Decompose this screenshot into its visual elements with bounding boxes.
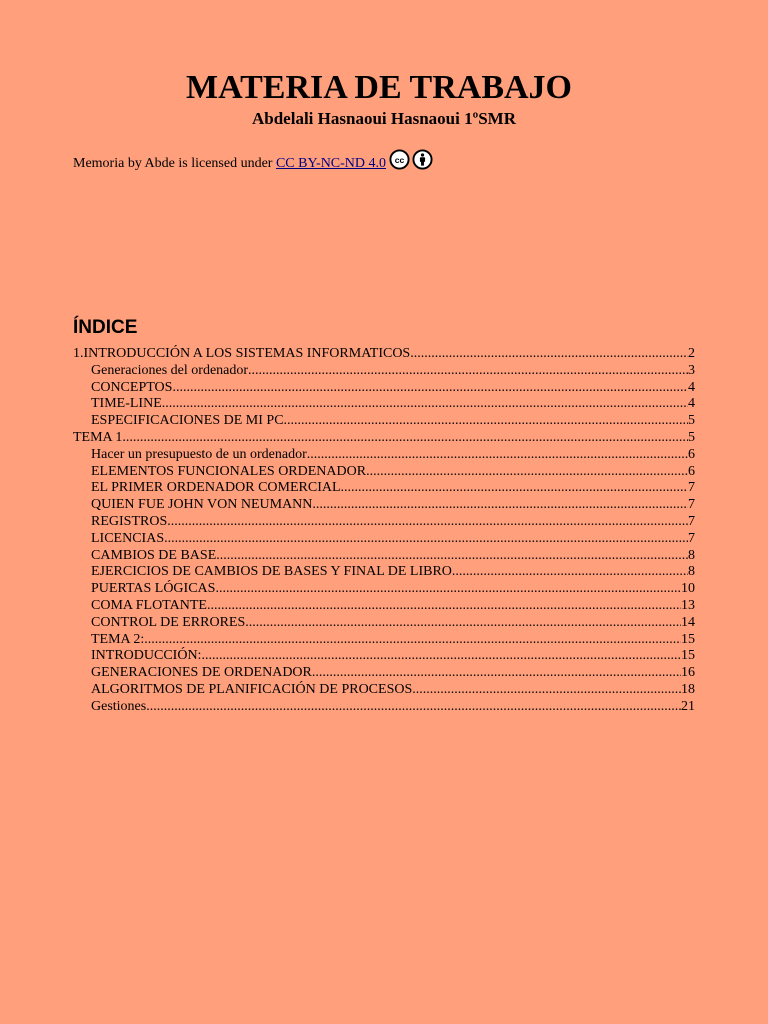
toc-entry-page-number: 7 <box>688 513 695 529</box>
toc-entry[interactable] <box>73 363 695 380</box>
toc-dot-leader <box>410 346 688 363</box>
toc-entry-page-number: 8 <box>688 547 695 563</box>
license-prefix: Memoria by Abde is licensed under <box>73 156 276 171</box>
toc-entry-page-number: 3 <box>688 362 695 378</box>
toc-entry[interactable] <box>73 699 695 716</box>
toc-entry-page-number: 6 <box>688 463 695 479</box>
toc-dot-leader <box>341 480 688 497</box>
license-link[interactable]: CC BY-NC-ND 4.0 <box>275 156 387 171</box>
toc-entry[interactable] <box>73 413 695 430</box>
toc-entry[interactable] <box>73 531 695 548</box>
toc-dot-leader <box>366 464 688 481</box>
toc-dot-leader <box>248 363 688 380</box>
attribution-person-icon <box>412 149 435 170</box>
toc-entry-page-number: 4 <box>688 396 695 412</box>
toc-entry-page-number: 4 <box>688 379 695 395</box>
author-line: Abdelali Hasnaoui Hasnaoui 1ºSMR <box>252 109 516 128</box>
toc-entry-label: TIME-LINE <box>91 396 162 412</box>
toc-entry-label: PUERTAS LÓGICAS <box>91 581 216 597</box>
toc-entry[interactable] <box>73 380 695 397</box>
toc-entry-page-number: 7 <box>688 530 695 546</box>
toc-entry[interactable] <box>73 682 695 699</box>
toc-entry-page-number: 13 <box>681 597 695 613</box>
toc-entry-label: GENERACIONES DE ORDENADOR <box>91 665 312 681</box>
toc-entry-label: CONCEPTOS <box>91 379 173 395</box>
toc-entry-page-number: 7 <box>688 480 695 496</box>
toc-entry-page-number: 10 <box>681 581 695 597</box>
toc-entry-label: 1.INTRODUCCIÓN A LOS SISTEMAS INFORMATICOS <box>73 346 411 361</box>
toc-entry[interactable] <box>73 648 695 665</box>
toc-entry-page-number: 21 <box>681 698 695 714</box>
toc-dot-leader <box>307 447 688 464</box>
toc-entry[interactable] <box>73 665 695 682</box>
toc-entry-label: LICENCIAS <box>91 530 165 546</box>
toc-entry-page-number: 8 <box>688 564 695 580</box>
svg-text:cc: cc <box>394 154 405 165</box>
table-of-contents <box>73 346 695 716</box>
document-title: MATERIA DE TRABAJO <box>185 69 573 106</box>
toc-heading: ÍNDICE <box>73 317 138 338</box>
toc-dot-leader <box>167 514 688 531</box>
toc-entry[interactable] <box>73 615 695 632</box>
toc-dot-leader <box>122 430 688 447</box>
toc-dot-leader <box>172 380 688 397</box>
toc-entry-page-number: 15 <box>681 648 695 664</box>
toc-entry-page-number: 16 <box>681 665 695 681</box>
toc-dot-leader <box>452 564 688 581</box>
toc-entry[interactable] <box>73 581 695 598</box>
toc-entry[interactable] <box>73 632 695 649</box>
toc-dot-leader <box>312 665 681 682</box>
toc-entry-label: Gestiones <box>91 698 147 714</box>
toc-entry-label: TEMA 2: <box>91 631 145 647</box>
toc-dot-leader <box>201 648 681 665</box>
toc-entry[interactable] <box>73 564 695 581</box>
toc-entry-label: QUIEN FUE JOHN VON NEUMANN <box>91 497 313 513</box>
creative-commons-icon <box>389 149 412 170</box>
toc-entry-page-number: 6 <box>688 446 695 462</box>
toc-entry[interactable] <box>73 480 695 497</box>
toc-dot-leader <box>412 682 681 699</box>
toc-entry-label: CAMBIOS DE BASE <box>91 547 217 563</box>
toc-entry-label: INTRODUCCIÓN: <box>91 648 202 664</box>
toc-dot-leader <box>207 598 681 615</box>
toc-entry-page-number: 2 <box>688 346 695 361</box>
toc-entry[interactable] <box>73 514 695 531</box>
toc-entry-label: CONTROL DE ERRORES <box>91 614 246 630</box>
toc-entry[interactable] <box>73 548 695 565</box>
toc-entry-page-number: 7 <box>688 497 695 513</box>
toc-dot-leader <box>144 632 681 649</box>
toc-dot-leader <box>215 581 681 598</box>
toc-entry[interactable] <box>73 464 695 481</box>
toc-dot-leader <box>216 548 688 565</box>
toc-entry-page-number: 15 <box>681 631 695 647</box>
toc-dot-leader <box>245 615 681 632</box>
toc-entry-page-number: 5 <box>688 413 695 429</box>
toc-entry-page-number: 5 <box>688 429 695 445</box>
toc-entry[interactable] <box>73 346 695 363</box>
license-icons <box>389 149 435 170</box>
license-notice <box>73 148 435 180</box>
toc-entry-label: ESPECIFICACIONES DE MI PC <box>91 413 284 429</box>
toc-dot-leader <box>312 497 688 514</box>
toc-entry-label: ALGORITMOS DE PLANIFICACIÓN DE PROCESOS <box>91 681 413 697</box>
toc-entry-page-number: 14 <box>681 614 695 630</box>
toc-entry[interactable] <box>73 447 695 464</box>
toc-entry[interactable] <box>73 430 695 447</box>
toc-entry-label: Hacer un presupuesto de un ordenador <box>91 446 307 462</box>
toc-entry[interactable] <box>73 396 695 413</box>
toc-entry-label: ELEMENTOS FUNCIONALES ORDENADOR <box>91 463 367 479</box>
toc-entry-label: EL PRIMER ORDENADOR COMERCIAL <box>91 480 341 496</box>
toc-entry-label: Generaciones del ordenador <box>91 362 249 378</box>
toc-entry-label: EJERCICIOS DE CAMBIOS DE BASES Y FINAL DE LIBRO <box>91 564 452 580</box>
toc-entry-label: COMA FLOTANTE <box>91 597 207 613</box>
toc-entry[interactable] <box>73 497 695 514</box>
toc-entry-page-number: 18 <box>681 681 695 697</box>
toc-dot-leader <box>284 413 688 430</box>
toc-entry[interactable] <box>73 598 695 615</box>
toc-dot-leader <box>164 531 688 548</box>
toc-entry-label: TEMA 1 <box>73 429 123 445</box>
toc-entry-label: REGISTROS <box>91 513 168 529</box>
toc-dot-leader <box>146 699 681 716</box>
toc-dot-leader <box>162 396 688 413</box>
